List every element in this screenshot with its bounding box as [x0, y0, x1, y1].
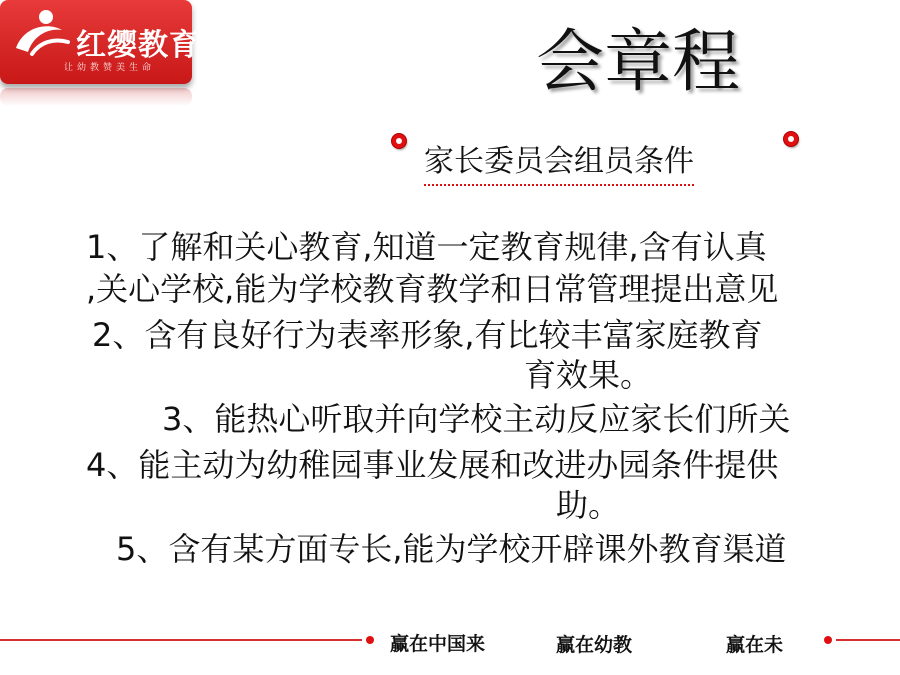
- slide-subtitle: 家长委员会组员条件: [424, 136, 694, 186]
- footer-label: 赢在中国来: [390, 633, 486, 655]
- list-item: 育效果。: [524, 356, 653, 394]
- footer-label: 赢在幼教: [556, 634, 633, 656]
- logo-reflection: [0, 88, 192, 106]
- brand-slogan: 让幼教赞美生命: [64, 63, 156, 73]
- red-ring-bullet-icon: [392, 134, 406, 148]
- runner-logo-icon: [10, 8, 74, 58]
- list-item: 助。: [556, 486, 621, 524]
- footer-dot-icon: [824, 636, 832, 644]
- list-item: ,关心学校,能为学校教育教学和日常管理提出意见: [86, 270, 779, 308]
- slide-title: 会章程: [536, 23, 741, 102]
- list-item: 3、能热心听取并向学校主动反应家长们所关: [162, 400, 791, 438]
- red-ring-bullet-icon: [784, 132, 798, 146]
- list-item: 1、了解和关心教育,知道一定教育规律,含有认真: [86, 228, 767, 266]
- list-item: 4、能主动为幼稚园事业发展和改进办园条件提供: [86, 446, 779, 484]
- footer-dot-icon: [366, 636, 374, 644]
- brand-name: 红缨教育: [76, 28, 200, 63]
- footer-label: 赢在未: [726, 634, 784, 656]
- list-item: 5、含有某方面专长,能为学校开辟课外教育渠道: [116, 530, 787, 568]
- footer-divider: [836, 639, 900, 641]
- brand-logo: [0, 0, 200, 84]
- subtitle-row: [386, 126, 816, 179]
- footer-divider: [0, 639, 362, 641]
- list-item: 2、含有良好行为表率形象,有比较丰富家庭教育: [92, 316, 763, 354]
